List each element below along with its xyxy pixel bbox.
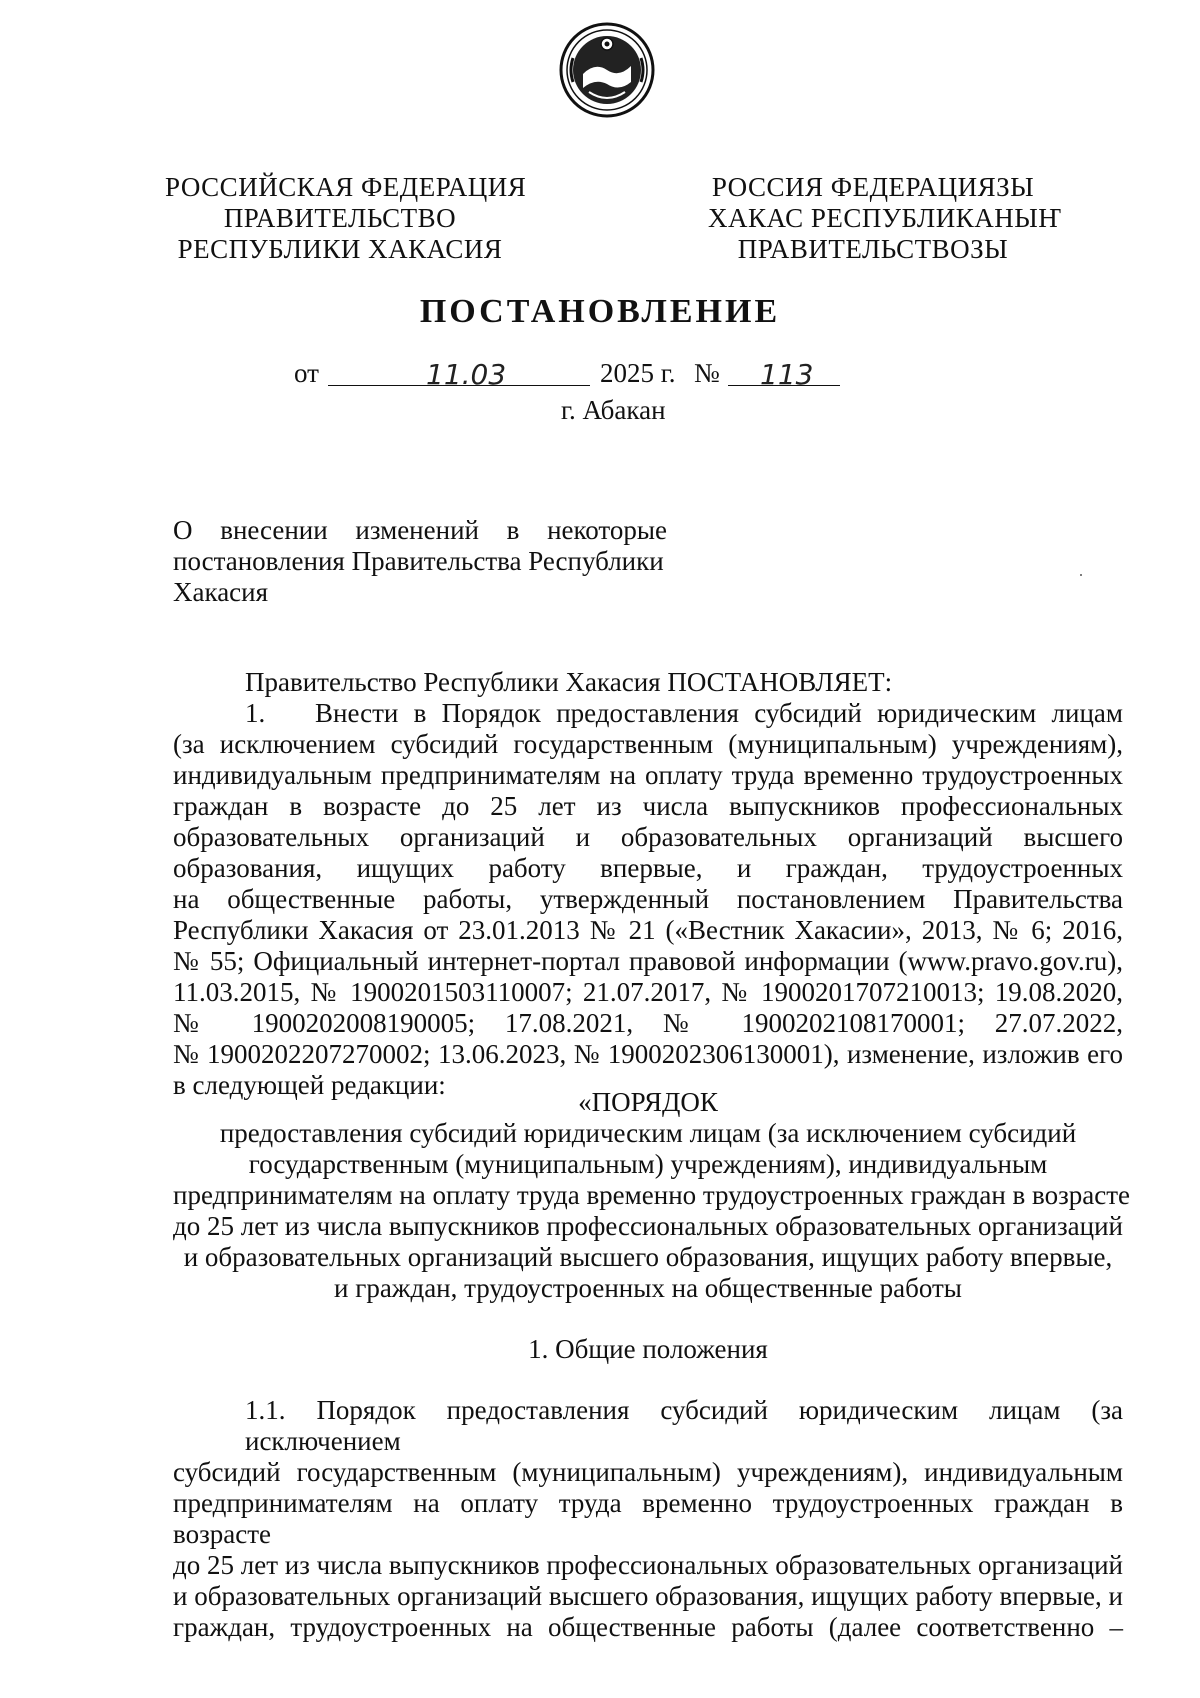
- order-title-line: предпринимателям на оплату труда временно трудоустроенных граждан в возрасте: [173, 1180, 1130, 1210]
- item1-line: на общественные работы, утвержденный постановлением Правительства: [173, 884, 1123, 914]
- header-right-line: ПРАВИТЕЛЬСТВОЗЫ: [737, 234, 1009, 264]
- header-left-line: ПРАВИТЕЛЬСТВО: [223, 203, 457, 233]
- header-right-line: РОССИЯ ФЕДЕРАЦИЯЗЫ: [711, 172, 1035, 202]
- para-line: предпринимателям на оплату труда временно трудоустроенных граждан в возрасте: [173, 1488, 1123, 1549]
- date-handwritten: 11.03: [426, 358, 507, 391]
- order-title: «ПОРЯДОК: [578, 1087, 718, 1117]
- item1-line: № 1900202008190005; 17.08.2021, № 1900202108170001; 27.07.2022,: [173, 1008, 1123, 1038]
- item1-line: № 1900202207270002; 13.06.2023, № 1900202306130001), изменение, изложив его: [173, 1039, 1123, 1069]
- document-subject: [173, 515, 667, 608]
- item1-first-line: [173, 698, 1123, 729]
- item1-line: образовательных организаций и образовательных организаций высшего: [173, 822, 1123, 852]
- date-year: 2025 г.: [600, 358, 676, 388]
- header-left-line: РЕСПУБЛИКИ ХАКАСИЯ: [177, 234, 503, 264]
- header-left-line: РОССИЙСКАЯ ФЕДЕРАЦИЯ: [165, 172, 527, 202]
- subject-line: О внесении изменений в некоторые: [173, 515, 667, 545]
- subject-line: Хакасия: [173, 577, 269, 607]
- intro-text: Правительство Республики Хакасия ПОСТАНОВЛЯЕТ:: [245, 667, 893, 697]
- order-title-line: и граждан, трудоустроенных на общественные работы: [334, 1273, 962, 1303]
- para-line: до 25 лет из числа выпускников профессиональных образовательных организаций: [173, 1550, 1123, 1580]
- city: г. Абакан: [561, 395, 666, 425]
- para-line: и образовательных организаций высшего образования, ищущих работу впервые, и: [173, 1581, 1123, 1611]
- khakassia-coat-of-arms-icon: [559, 22, 655, 118]
- section-title: 1. Общие положения: [528, 1334, 768, 1364]
- para-line: субсидий государственным (муниципальным) учреждениям), индивидуальным: [173, 1457, 1123, 1487]
- item1-line: № 55; Официальный интернет-портал правовой информации (www.pravo.gov.ru),: [173, 946, 1123, 976]
- item1-line: индивидуальным предпринимателям на оплату труда временно трудоустроенных: [173, 760, 1123, 790]
- subject-line: постановления Правительства Республики: [173, 546, 664, 576]
- item1-line: Республики Хакасия от 23.01.2013 № 21 («Вестник Хакасии», 2013, № 6; 2016,: [173, 915, 1123, 945]
- paragraph-1-1: [173, 1395, 1123, 1643]
- item1-line: Внести в Порядок предоставления субсидий юридическим лицам: [315, 698, 1123, 728]
- order-title-block: [173, 1087, 1130, 1304]
- order-title-line: государственным (муниципальным) учреждениям), индивидуальным: [248, 1149, 1048, 1179]
- header-left: [165, 172, 527, 265]
- item1-line: (за исключением субсидий государственным (муниципальным) учреждениям),: [173, 729, 1123, 759]
- order-title-line: до 25 лет из числа выпускников профессиональных образовательных организаций: [173, 1211, 1123, 1241]
- scan-speck: [1080, 574, 1082, 576]
- number-sign: №: [694, 358, 720, 388]
- para-line: 1.1. Порядок предоставления субсидий юридическим лицам (за исключением: [245, 1395, 1123, 1456]
- item1-line: в следующей редакции:: [173, 1070, 446, 1100]
- section-1-heading: [173, 1334, 1123, 1365]
- item1-line: граждан в возрасте до 25 лет из числа выпускников профессиональных: [173, 791, 1123, 821]
- header-right: [708, 172, 1062, 265]
- date-prefix: от: [294, 358, 319, 388]
- item1-line: 11.03.2015, № 1900201503110007; 21.07.2017, № 1900201707210013; 19.08.2020,: [173, 977, 1123, 1007]
- item1-line: образования, ищущих работу впервые, и граждан, трудоустроенных: [173, 853, 1123, 883]
- order-title-line: и образовательных организаций высшего образования, ищущих работу впервые,: [183, 1242, 1113, 1272]
- para-line: граждан, трудоустроенных на общественные работы (далее соответственно –: [173, 1612, 1123, 1642]
- body-main: [173, 667, 1123, 1101]
- order-title-line: предоставления субсидий юридическим лицам (за исключением субсидий: [219, 1118, 1077, 1148]
- document-type-title: ПОСТАНОВЛЕНИЕ: [419, 293, 781, 330]
- header-right-line: ХАКАС РЕСПУБЛИКАНЫҤ: [708, 203, 1062, 233]
- item1-number: 1.: [245, 698, 266, 728]
- number-handwritten: 113: [760, 358, 814, 391]
